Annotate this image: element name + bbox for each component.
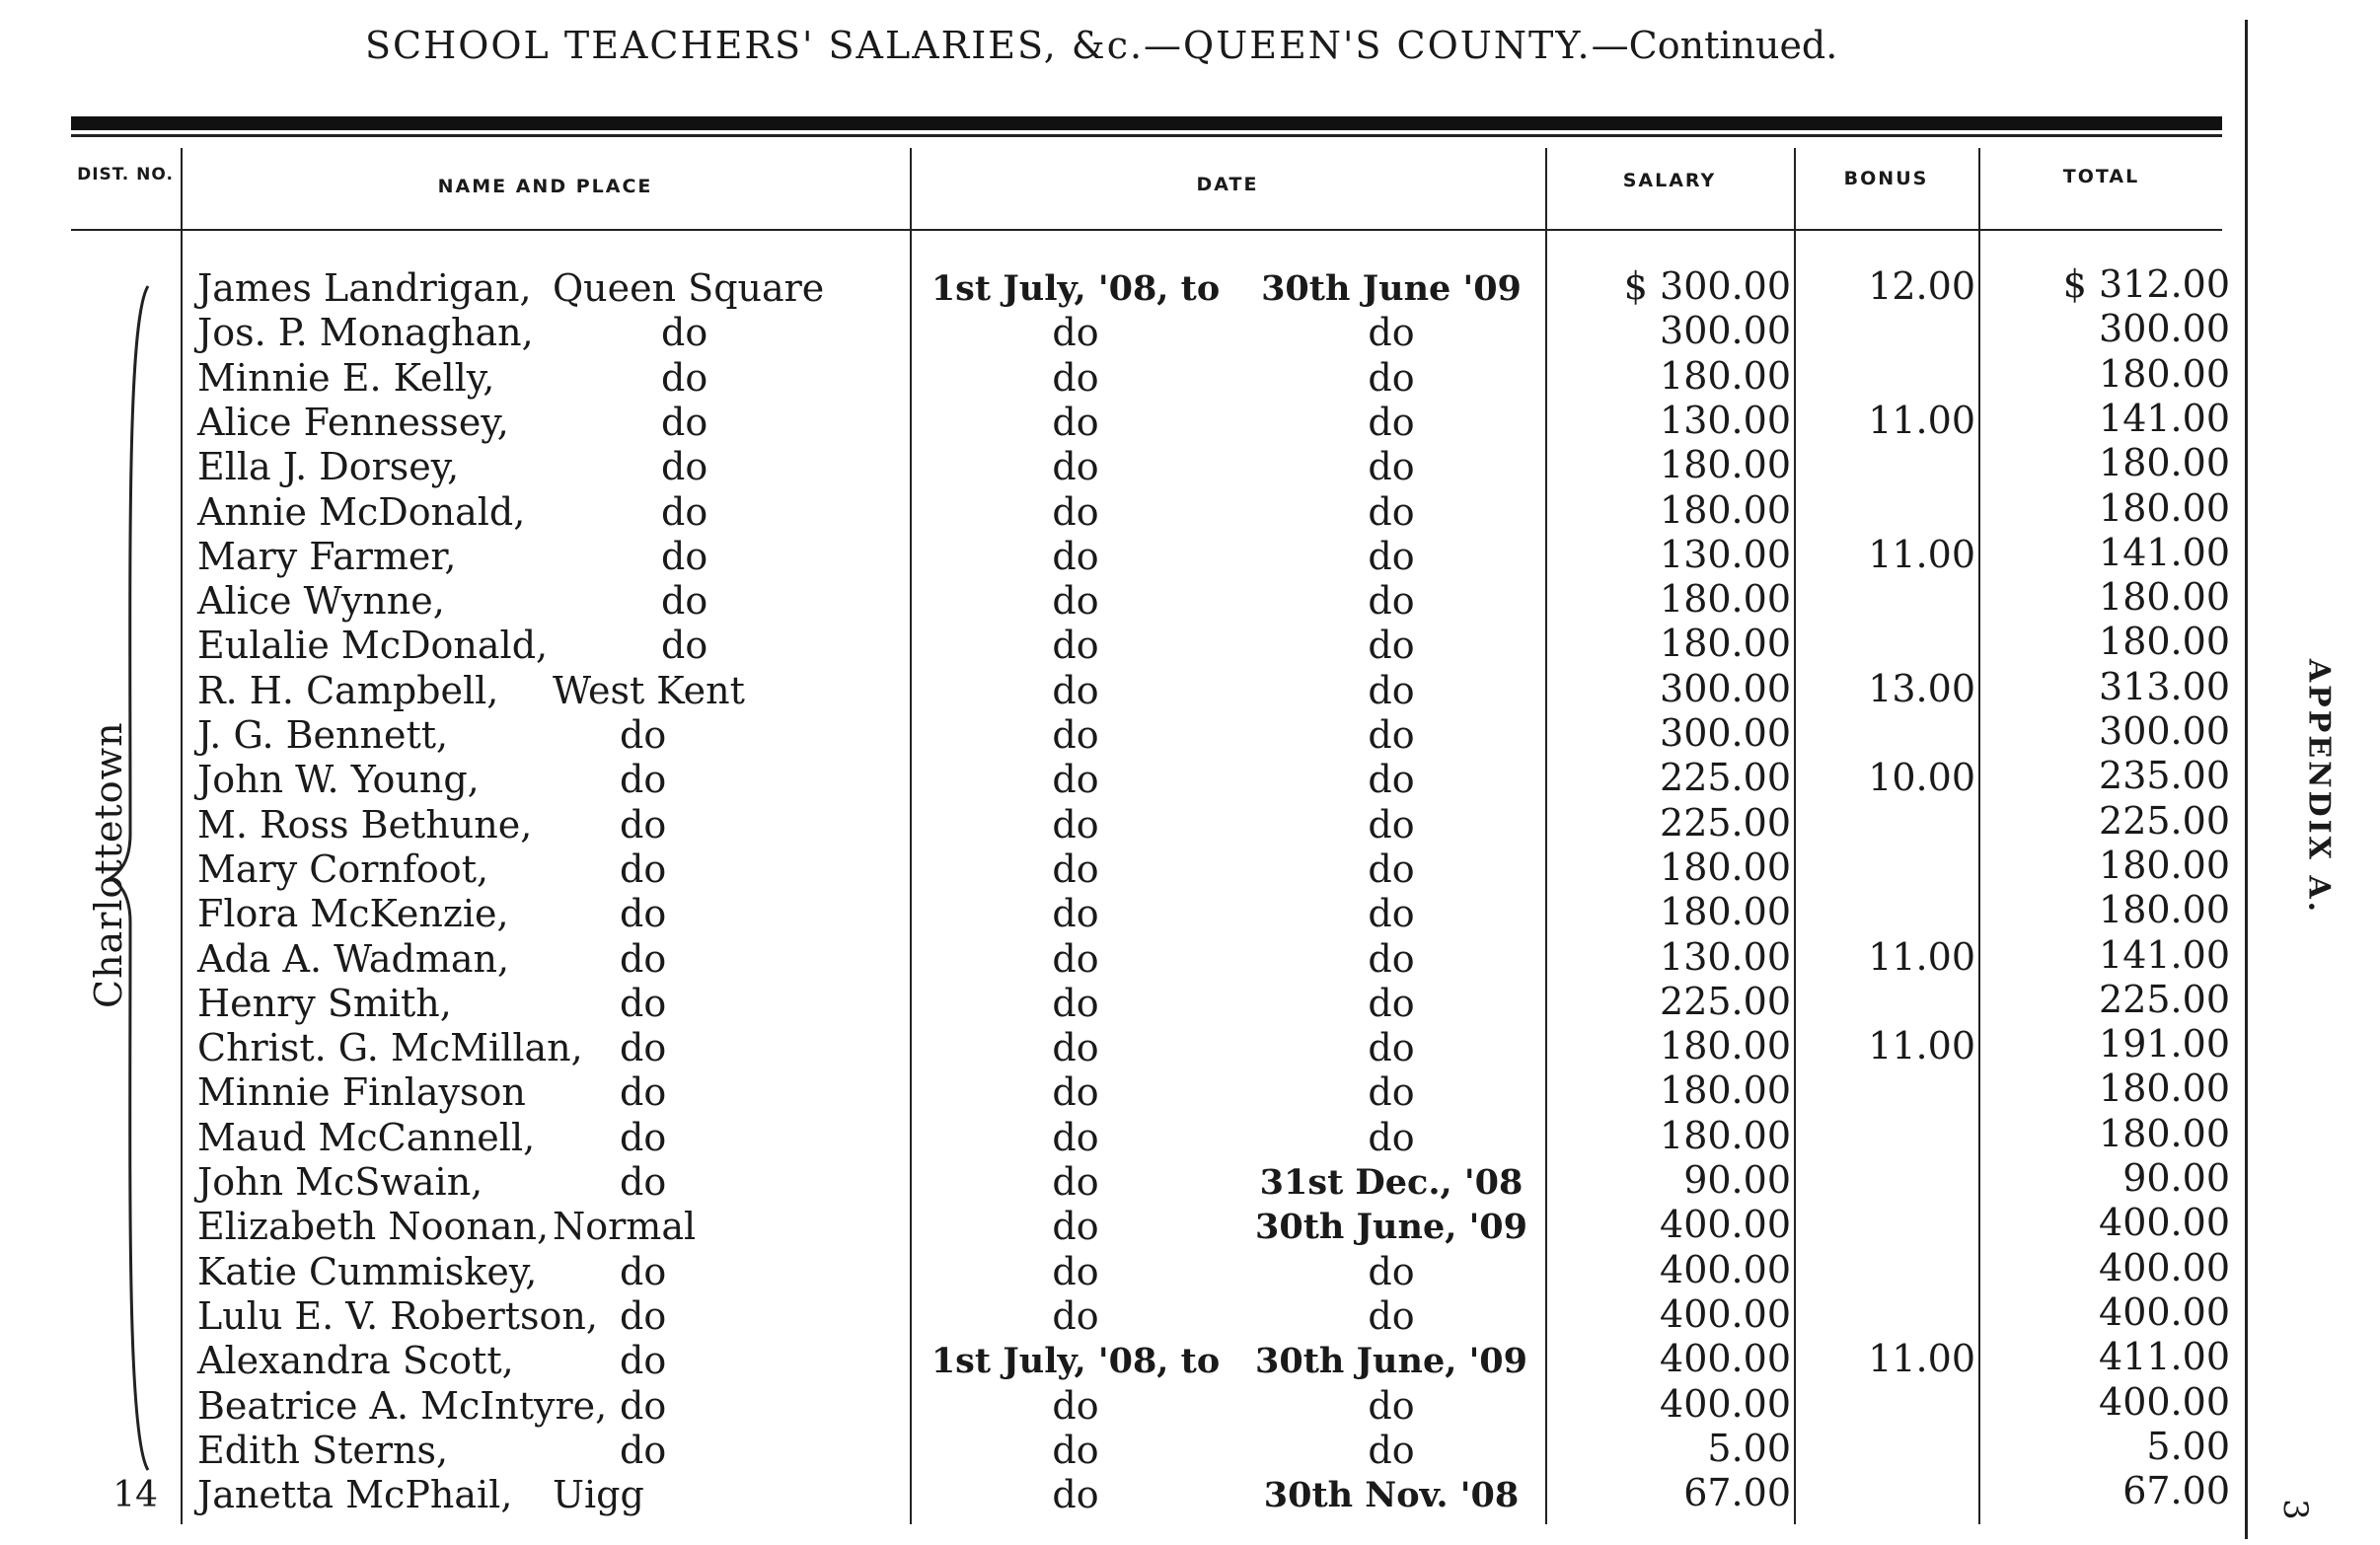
teacher-name: Edith Sterns,: [197, 1429, 449, 1472]
salary-amount: 400.00: [1660, 1292, 1791, 1336]
salary-amount: 180.00: [1660, 354, 1791, 398]
teacher-place: do: [661, 535, 708, 578]
salary-amount: 5.00: [1707, 1427, 1791, 1470]
dist-number: [99, 1250, 158, 1294]
salary-amount: 400.00: [1660, 1337, 1791, 1380]
dist-number: [99, 803, 158, 847]
date-from: do: [1052, 803, 1099, 846]
dist-number: [99, 1070, 158, 1115]
date-to: 30th June '09: [1261, 268, 1522, 309]
dist-number: [99, 982, 158, 1026]
date-from: do: [1052, 1294, 1099, 1338]
date-to: do: [1368, 535, 1415, 578]
date-from: 1st July, '08, to: [930, 1341, 1221, 1381]
date-to: do: [1368, 847, 1415, 891]
date-to: do: [1368, 1116, 1415, 1159]
total-amount: 400.00: [2099, 1290, 2230, 1334]
date-from: do: [1052, 1384, 1099, 1428]
total-amount: 90.00: [2122, 1156, 2230, 1200]
date-to: do: [1368, 1026, 1415, 1069]
total-amount: 180.00: [2099, 1067, 2230, 1110]
bonus-amount: [1798, 488, 1975, 533]
total-amount: $ 312.00: [2062, 262, 2230, 306]
total-amount: 400.00: [2099, 1380, 2230, 1424]
date-from: do: [1052, 1116, 1099, 1159]
date-to: do: [1368, 445, 1415, 488]
salary-amount: 180.00: [1660, 890, 1791, 933]
total-amount: 141.00: [2099, 933, 2230, 977]
date-from: do: [1052, 1026, 1099, 1069]
bonus-amount: 11.00: [1868, 533, 1975, 576]
salary-amount: 180.00: [1660, 488, 1791, 532]
col-header-salary: SALARY: [1622, 170, 1717, 191]
date-to: do: [1368, 1384, 1415, 1428]
date-to: do: [1368, 982, 1415, 1025]
total-amount: 180.00: [2099, 888, 2230, 931]
date-to: do: [1368, 1070, 1415, 1114]
total-amount: 180.00: [2099, 844, 2230, 887]
teacher-place: do: [620, 713, 667, 757]
dist-number: [99, 1294, 158, 1339]
page-title-main: SCHOOL TEACHERS' SALARIES, &c.—QUEEN'S COUNTY.: [365, 24, 1592, 67]
bonus-amount: [1798, 1248, 1975, 1292]
bonus-amount: [1798, 846, 1975, 890]
total-amount: 141.00: [2099, 531, 2230, 574]
date-to: 30th Nov. '08: [1263, 1475, 1520, 1515]
column-divider: [1978, 148, 1980, 1524]
teacher-name: Annie McDonald,: [197, 490, 526, 534]
date-to: do: [1368, 892, 1415, 935]
teacher-place: do: [661, 401, 708, 444]
page-title-continued: —Continued.: [1591, 24, 1838, 67]
bonus-amount: [1798, 443, 1975, 487]
salary-amount: 130.00: [1660, 399, 1791, 442]
teacher-name: R. H. Campbell,: [197, 669, 499, 712]
dist-number: [99, 401, 158, 445]
teacher-name: Eulalie McDonald,: [197, 624, 549, 667]
dist-number: [99, 1429, 158, 1473]
dist-number: [99, 892, 158, 936]
date-to: 30th June, '09: [1254, 1341, 1528, 1381]
date-from: do: [1052, 1250, 1099, 1293]
date-to: do: [1368, 490, 1415, 534]
total-amount: 300.00: [2099, 307, 2230, 350]
bonus-amount: [1798, 711, 1975, 756]
dist-number: [99, 490, 158, 535]
salary-amount: 180.00: [1660, 1024, 1791, 1067]
date-to: do: [1368, 401, 1415, 444]
date-to: do: [1368, 624, 1415, 667]
dist-number: [99, 937, 158, 982]
total-amount: 180.00: [2099, 352, 2230, 396]
teacher-place: do: [620, 1116, 667, 1159]
teacher-place: West Kent: [553, 669, 745, 712]
teacher-place: do: [620, 937, 667, 981]
date-from: do: [1052, 1160, 1099, 1204]
teacher-place: do: [620, 1250, 667, 1293]
date-from: do: [1052, 311, 1099, 354]
bonus-amount: 10.00: [1868, 756, 1975, 799]
salary-amount: 300.00: [1660, 711, 1791, 755]
col-header-date: DATE: [1196, 174, 1259, 195]
date-from: do: [1052, 758, 1099, 801]
bonus-amount: [1798, 354, 1975, 399]
teacher-place: Queen Square: [553, 266, 825, 310]
date-to: do: [1368, 937, 1415, 981]
header-rule-thin: [71, 134, 2222, 137]
salary-amount: 180.00: [1660, 1114, 1791, 1157]
dist-number: [99, 1160, 158, 1205]
date-to: do: [1368, 713, 1415, 757]
dist-number: [99, 1116, 158, 1160]
date-to: do: [1368, 356, 1415, 400]
total-amount: 313.00: [2099, 665, 2230, 708]
page-title: [365, 24, 1837, 67]
date-to: do: [1368, 1250, 1415, 1293]
date-from: do: [1052, 1205, 1099, 1248]
date-from: do: [1052, 713, 1099, 757]
page-edge-line: [2245, 20, 2248, 1539]
bonus-amount: 11.00: [1868, 399, 1975, 442]
date-from: do: [1052, 624, 1099, 667]
total-amount: 141.00: [2099, 397, 2230, 440]
bonus-amount: [1798, 1427, 1975, 1471]
column-divider: [1545, 148, 1547, 1524]
date-from: do: [1052, 1070, 1099, 1114]
date-from: do: [1052, 669, 1099, 712]
salary-amount: 225.00: [1660, 756, 1791, 799]
teacher-name: James Landrigan,: [197, 266, 532, 310]
teacher-name: Minnie E. Kelly,: [197, 356, 495, 400]
date-to: do: [1368, 1429, 1415, 1472]
teacher-place: do: [661, 356, 708, 400]
teacher-place: do: [620, 1294, 667, 1338]
salary-amount: 90.00: [1683, 1158, 1791, 1202]
teacher-place: do: [620, 758, 667, 801]
date-from: do: [1052, 490, 1099, 534]
teacher-name: Elizabeth Noonan,: [197, 1205, 550, 1248]
date-from: do: [1052, 535, 1099, 578]
salary-amount: 400.00: [1660, 1382, 1791, 1426]
teacher-name: Ada A. Wadman,: [197, 937, 510, 981]
district-label: Charlottetown: [87, 721, 130, 1008]
date-to: do: [1368, 669, 1415, 712]
bonus-amount: 11.00: [1868, 1024, 1975, 1067]
date-from: do: [1052, 892, 1099, 935]
teacher-place: do: [661, 445, 708, 488]
teacher-name: Minnie Finlayson: [197, 1070, 526, 1114]
teacher-name: Henry Smith,: [197, 982, 452, 1025]
dist-number: [99, 445, 158, 489]
col-header-name-place: NAME AND PLACE: [437, 176, 653, 197]
dist-number: [99, 758, 158, 802]
total-amount: 225.00: [2099, 978, 2230, 1021]
teacher-name: Janetta McPhail,: [197, 1473, 513, 1516]
teacher-place: do: [661, 490, 708, 534]
bonus-amount: 13.00: [1868, 667, 1975, 710]
bonus-amount: [1798, 1114, 1975, 1158]
teacher-place: do: [620, 1160, 667, 1204]
column-divider: [910, 148, 912, 1524]
teacher-name: Alice Wynne,: [197, 579, 445, 623]
column-header-rule: [71, 229, 2222, 231]
date-from: do: [1052, 937, 1099, 981]
date-to: 30th June, '09: [1254, 1207, 1528, 1247]
dist-number: [99, 579, 158, 624]
date-to: do: [1368, 758, 1415, 801]
dist-number: [99, 356, 158, 401]
dist-number: [99, 713, 158, 758]
salary-amount: 400.00: [1660, 1203, 1791, 1246]
total-amount: 180.00: [2099, 441, 2230, 484]
date-from: do: [1052, 401, 1099, 444]
teacher-place: do: [620, 892, 667, 935]
salary-amount: 300.00: [1660, 667, 1791, 710]
teacher-name: Beatrice A. McIntyre,: [197, 1384, 608, 1428]
teacher-place: Normal: [553, 1205, 697, 1248]
teacher-name: Katie Cummiskey,: [197, 1250, 538, 1293]
bonus-amount: [1798, 1068, 1975, 1113]
teacher-name: John McSwain,: [197, 1160, 483, 1204]
teacher-name: Mary Cornfoot,: [197, 847, 489, 891]
total-amount: 225.00: [2099, 799, 2230, 843]
total-amount: 180.00: [2099, 620, 2230, 663]
bonus-amount: [1798, 890, 1975, 934]
salary-amount: 180.00: [1660, 622, 1791, 665]
bonus-amount: [1798, 309, 1975, 353]
bonus-amount: [1798, 801, 1975, 846]
bonus-amount: [1798, 1158, 1975, 1203]
teacher-name: Alice Fennessey,: [197, 401, 509, 444]
teacher-name: Jos. P. Monaghan,: [197, 311, 534, 354]
salary-amount: 400.00: [1660, 1248, 1791, 1291]
teacher-place: do: [620, 1429, 667, 1472]
date-to: do: [1368, 311, 1415, 354]
teacher-place: do: [620, 1026, 667, 1069]
bonus-amount: 12.00: [1868, 264, 1975, 308]
teacher-place: do: [661, 579, 708, 623]
date-to: 31st Dec., '08: [1259, 1162, 1524, 1203]
salary-amount: 225.00: [1660, 801, 1791, 845]
total-amount: 400.00: [2099, 1246, 2230, 1289]
bonus-amount: [1798, 1382, 1975, 1427]
date-from: 1st July, '08, to: [930, 268, 1221, 309]
teacher-place: Uigg: [553, 1473, 644, 1516]
salary-amount: 180.00: [1660, 443, 1791, 486]
teacher-name: Maud McCannell,: [197, 1116, 536, 1159]
dist-number: [99, 1339, 158, 1383]
date-to: do: [1368, 803, 1415, 846]
date-to: do: [1368, 1294, 1415, 1338]
teacher-name: Christ. G. McMillan,: [197, 1026, 583, 1069]
teacher-name: Lulu E. V. Robertson,: [197, 1294, 598, 1338]
total-amount: 5.00: [2146, 1425, 2230, 1468]
date-from: do: [1052, 847, 1099, 891]
total-amount: 180.00: [2099, 575, 2230, 619]
teacher-place: do: [620, 1070, 667, 1114]
total-amount: 67.00: [2122, 1469, 2230, 1512]
appendix-label: APPENDIX A.: [2301, 658, 2337, 916]
teacher-name: John W. Young,: [197, 758, 480, 801]
salary-amount: 180.00: [1660, 846, 1791, 889]
teacher-place: do: [620, 982, 667, 1025]
dist-number: [99, 847, 158, 892]
total-amount: 400.00: [2099, 1201, 2230, 1244]
column-divider: [181, 148, 183, 1524]
dist-number: [99, 624, 158, 668]
total-amount: 180.00: [2099, 486, 2230, 530]
teacher-name: Mary Farmer,: [197, 535, 457, 578]
teacher-name: Ella J. Dorsey,: [197, 445, 460, 488]
teacher-name: J. G. Bennett,: [197, 713, 449, 757]
total-amount: 235.00: [2099, 754, 2230, 797]
date-from: do: [1052, 445, 1099, 488]
salary-amount: 300.00: [1660, 309, 1791, 352]
bonus-amount: [1798, 1292, 1975, 1337]
salary-amount: 180.00: [1660, 1068, 1791, 1112]
bonus-amount: 11.00: [1868, 1337, 1975, 1380]
teacher-place: do: [620, 847, 667, 891]
col-header-bonus: BONUS: [1843, 168, 1929, 189]
date-from: do: [1052, 1429, 1099, 1472]
teacher-place: do: [620, 803, 667, 846]
teacher-place: do: [661, 624, 708, 667]
bonus-amount: 11.00: [1868, 935, 1975, 979]
dist-number: [99, 669, 158, 713]
date-from: do: [1052, 982, 1099, 1025]
total-amount: 180.00: [2099, 1112, 2230, 1155]
dist-number: [99, 1026, 158, 1070]
salary-amount: 130.00: [1660, 533, 1791, 576]
total-amount: 191.00: [2099, 1022, 2230, 1066]
col-header-dist: DIST. NO.: [77, 165, 174, 184]
teacher-name: Flora McKenzie,: [197, 892, 509, 935]
teacher-name: M. Ross Bethune,: [197, 803, 533, 846]
teacher-place: do: [620, 1384, 667, 1428]
dist-number: [99, 311, 158, 355]
dist-number: [99, 1205, 158, 1249]
teacher-place: do: [620, 1339, 667, 1382]
date-from: do: [1052, 356, 1099, 400]
bonus-amount: [1798, 622, 1975, 666]
teacher-name: Alexandra Scott,: [197, 1339, 514, 1382]
salary-amount: 180.00: [1660, 577, 1791, 621]
dist-number: [99, 535, 158, 579]
dist-number: 14: [112, 1475, 158, 1515]
bonus-amount: [1798, 1471, 1975, 1515]
salary-amount: 130.00: [1660, 935, 1791, 979]
bonus-amount: [1798, 980, 1975, 1024]
date-from: do: [1052, 1473, 1099, 1516]
salary-amount: 67.00: [1683, 1471, 1791, 1514]
total-amount: 300.00: [2099, 709, 2230, 753]
date-to: do: [1368, 579, 1415, 623]
dist-number: [99, 266, 158, 311]
teacher-place: do: [661, 311, 708, 354]
header-rule-thick: [71, 116, 2222, 130]
date-from: do: [1052, 579, 1099, 623]
bonus-amount: [1798, 1203, 1975, 1247]
bonus-amount: [1798, 577, 1975, 622]
dist-number: [99, 1384, 158, 1429]
page-number: 3: [2274, 1499, 2315, 1520]
column-divider: [1794, 148, 1796, 1524]
col-header-total: TOTAL: [2062, 166, 2140, 187]
salary-amount: $ 300.00: [1623, 264, 1791, 308]
total-amount: 411.00: [2099, 1335, 2230, 1378]
salary-amount: 225.00: [1660, 980, 1791, 1023]
